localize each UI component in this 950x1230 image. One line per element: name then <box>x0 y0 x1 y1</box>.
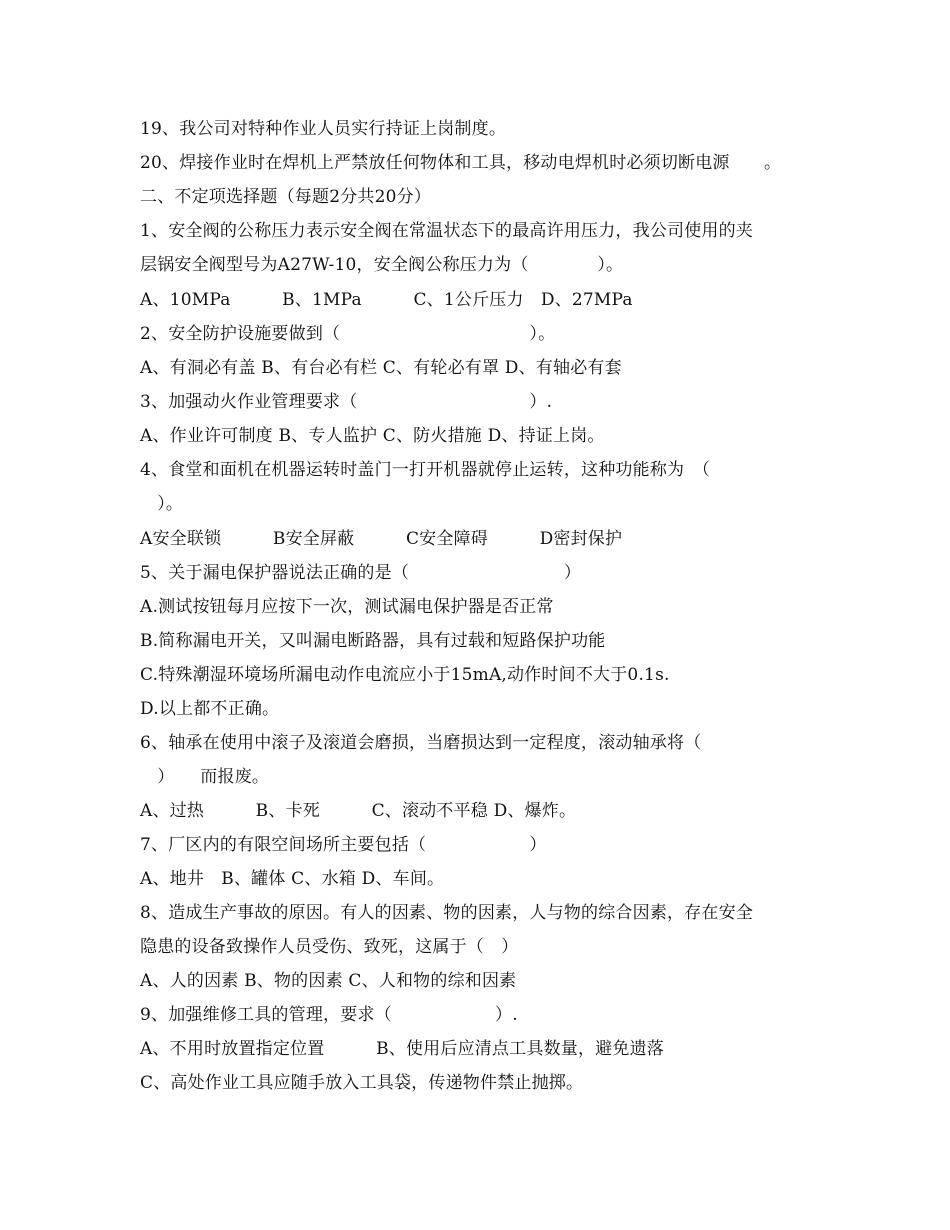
answer-option: D.以上都不正确。 <box>140 699 280 719</box>
question-text: 6、轴承在使用中滚子及滚道会磨损，当磨损达到一定程度，滚动轴承将（ <box>140 733 702 753</box>
answer-options: A、10MPa B、1MPa C、1公斤压力 D、27MPa <box>140 290 633 310</box>
question-text: 9、加强维修工具的管理，要求（ ）. <box>140 1005 518 1025</box>
question-text: 1、安全阀的公称压力表示安全阀在常温状态下的最高许用压力，我公司使用的夹 <box>140 221 754 241</box>
question-text: 4、食堂和面机在机器运转时盖门一打开机器就停止运转，这种功能称为 （ <box>140 460 711 480</box>
question-text: 2、安全防护设施要做到（ ）。 <box>140 324 556 344</box>
question-text: ） 而报废。 <box>140 767 270 787</box>
answer-option: B.简称漏电开关，又叫漏电断路器，具有过载和短路保护功能 <box>140 631 606 651</box>
question-text: 层锅安全阀型号为A27W-10，安全阀公称压力为（ ）。 <box>140 255 624 275</box>
question-text: ）。 <box>140 494 184 514</box>
question-text: 8、造成生产事故的原因。有人的因素、物的因素，人与物的综合因素，存在安全 <box>140 903 754 923</box>
answer-options: A、人的因素 B、物的因素 C、人和物的综和因素 <box>140 971 517 991</box>
question-text: 隐患的设备致操作人员受伤、致死，这属于（ ） <box>140 937 519 957</box>
answer-options: A、有洞必有盖 B、有台必有栏 C、有轮必有罩 D、有轴必有套 <box>140 358 622 378</box>
question-text: 3、加强动火作业管理要求（ ）. <box>140 392 553 412</box>
question-text: 5、关于漏电保护器说法正确的是（ ） <box>140 563 582 583</box>
answer-option: A.测试按钮每月应按下一次，测试漏电保护器是否正常 <box>140 597 554 617</box>
text-line: 19、我公司对特种作业人员实行持证上岗制度。 <box>140 119 507 139</box>
section-heading: 二、不定项选择题（每题2分共20分） <box>140 187 432 207</box>
answer-options: A、过热 B、卡死 C、滚动不平稳 D、爆炸。 <box>140 801 577 821</box>
text-line: 20、焊接作业时在焊机上严禁放任何物体和工具，移动电焊机时必须切断电源 。 <box>140 153 782 173</box>
answer-option: A、不用时放置指定位置 B、使用后应清点工具数量，避免遗落 <box>140 1039 664 1059</box>
answer-option: C、高处作业工具应随手放入工具袋，传递物件禁止抛掷。 <box>140 1073 584 1093</box>
question-text: 7、厂区内的有限空间场所主要包括（ ） <box>140 835 547 855</box>
answer-options: A、地井 B、罐体 C、水箱 D、车间。 <box>140 869 445 889</box>
answer-option: C.特殊潮湿环境场所漏电动作电流应小于15mA,动作时间不大于0.1s. <box>140 665 670 685</box>
answer-options: A安全联锁 B安全屏蔽 C安全障碍 D密封保护 <box>140 529 623 549</box>
answer-options: A、作业许可制度 B、专人监护 C、防火措施 D、持证上岗。 <box>140 426 605 446</box>
